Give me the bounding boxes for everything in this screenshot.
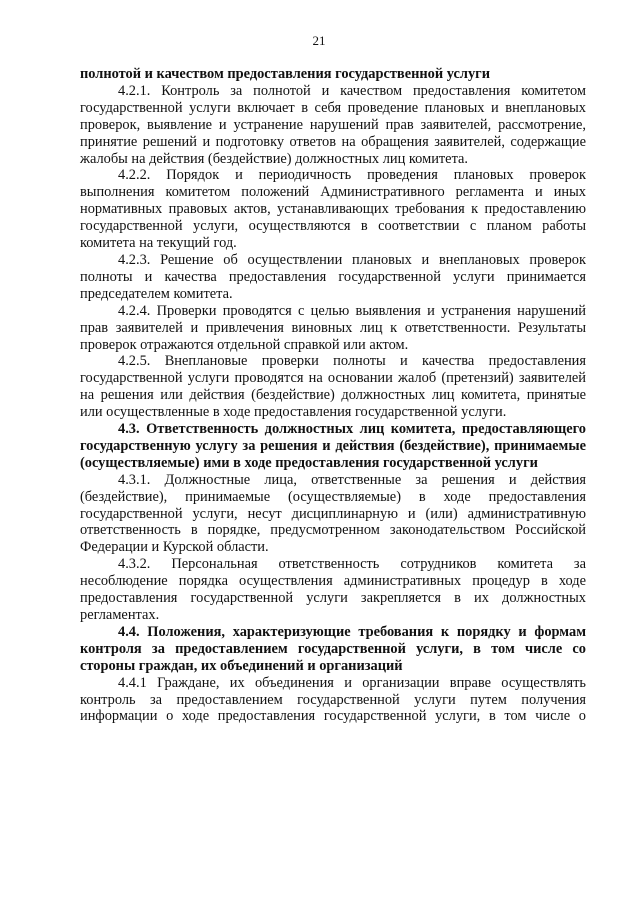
section-heading-4-3: 4.3. Ответственность должностных лиц комитета, предоставляющего государственную услугу за решения и действия (бездействие), принимаемые (осуществляемые) ими в ходе предоставления государственной услуги [80, 421, 586, 471]
page-number: 21 [312, 33, 326, 48]
section-heading-4-4: 4.4. Положения, характеризующие требования к порядку и формам контроля за предоставлением государственной услуги, в том числе со стороны граждан, их объединений и организаций [80, 623, 586, 674]
paragraph-4-3-1: 4.3.1. Должностные лица, ответственные за решения и действия (бездействие), принимаемые (осуществляемые) в ходе предоставления государственной услуги, несут дисциплинарную и (или) административную ответственность в порядке, предусмотренном законодательством Российской Федерации и Курской области. [80, 471, 586, 556]
paragraph-4-3-2: 4.3.2. Персональная ответственность сотрудников комитета за несоблюдение порядка осуществления административных процедур в ходе предоставления государственной услуги закрепляется в их должностных регламентах. [80, 556, 586, 623]
paragraph-4-2-1: 4.2.1. Контроль за полнотой и качеством предоставления комитетом государственной услуги включает в себя проведение плановых и внеплановых проверок, выявление и устранение нарушений прав заявителей, рассмотрение, принятие решений и подготовку ответов на обращения заявителей, содержащие жалобы на действия (бездействие) должностных лиц комитета. [80, 82, 586, 167]
document-body [80, 66, 586, 725]
paragraph-4-2-3: 4.2.3. Решение об осуществлении плановых и внеплановых проверок полноты и качества предоставления государственной услуги принимается председателем комитета. [80, 251, 586, 302]
paragraph-4-2-4: 4.2.4. Проверки проводятся с целью выявления и устранения нарушений прав заявителей и привлечения виновных лиц к ответственности. Результаты проверок отражаются отдельной справкой или актом. [80, 302, 586, 353]
paragraph-4-2-2: 4.2.2. Порядок и периодичность проведения плановых проверок выполнения комитетом положений Административного регламента и иных нормативных правовых актов, устанавливающих требования к предоставлению государственной услуги, осуществляются в соответствии с планом работы комитета на текущий год. [80, 167, 586, 252]
paragraph-4-2-5: 4.2.5. Внеплановые проверки полноты и качества предоставления государственной услуги проводятся на основании жалоб (претензий) заявителей на решения или действия (бездействие) должностных лиц комитета, принятые или осуществленные в ходе предоставления государственной услуги. [80, 353, 586, 421]
section-heading-continued: полнотой и качеством предоставления государственной услуги [80, 66, 490, 82]
paragraph-4-4-1: 4.4.1 Граждане, их объединения и организации вправе осуществлять контроль за предоставлением государственной услуги путем получения информации о ходе предоставления государственной услуги, в том числе о [80, 674, 586, 725]
